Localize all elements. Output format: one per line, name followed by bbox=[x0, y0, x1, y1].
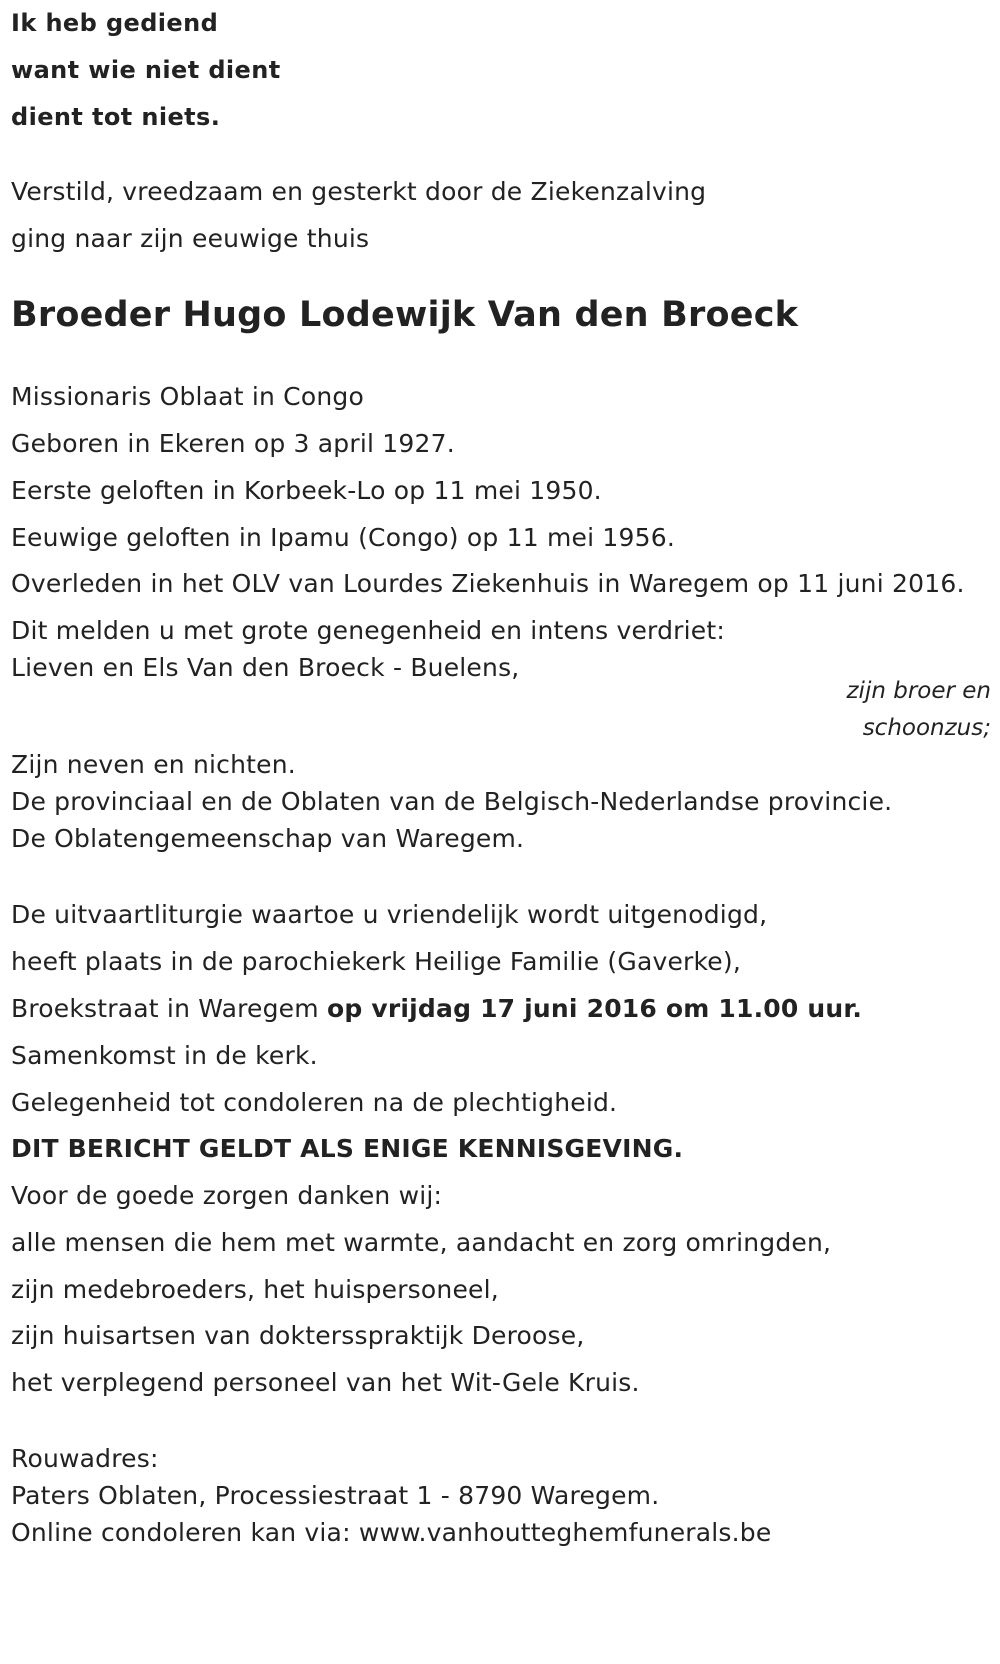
announcement-intro: Dit melden u met grote genegenheid en intens verdriet: bbox=[11, 616, 725, 645]
intro-line-1: Verstild, vreedzaam en gesterkt door de Ziekenzalving bbox=[11, 177, 707, 206]
address-line: Paters Oblaten, Processiestraat 1 - 8790 Waregem. bbox=[11, 1481, 660, 1510]
ceremony-line-2: heeft plaats in de parochiekerk Heilige Familie (Gaverke), bbox=[11, 947, 741, 976]
ceremony-line-3 bbox=[11, 994, 862, 1024]
verse-line-2: want wie niet dient bbox=[11, 56, 281, 84]
verse-line-1: Ik heb gediend bbox=[11, 9, 219, 37]
ceremony-line-5: Gelegenheid tot condoleren na de plechtigheid. bbox=[11, 1088, 618, 1117]
family-line-3: De provinciaal en de Oblaten van de Belgisch-Nederlandse provincie. bbox=[11, 787, 893, 816]
bio-line-1: Missionaris Oblaat in Congo bbox=[11, 382, 364, 411]
online-condolence-line: Online condoleren kan via: www.vanhoutteghemfunerals.be bbox=[11, 1518, 772, 1547]
thanks-line-4: het verplegend personeel van het Wit-Gele Kruis. bbox=[11, 1368, 640, 1397]
thanks-line-3: zijn huisartsen van doktersspraktijk Deroose, bbox=[11, 1321, 585, 1350]
bio-line-5: Overleden in het OLV van Lourdes Ziekenhuis in Waregem op 11 juni 2016. bbox=[11, 569, 965, 598]
family-line-2: Zijn neven en nichten. bbox=[11, 750, 296, 779]
ceremony-line-4: Samenkomst in de kerk. bbox=[11, 1041, 318, 1070]
thanks-intro: Voor de goede zorgen danken wij: bbox=[11, 1181, 443, 1210]
family-line-4: De Oblatengemeenschap van Waregem. bbox=[11, 824, 525, 853]
address-label: Rouwadres: bbox=[11, 1444, 159, 1473]
obituary-page bbox=[11, 0, 991, 1664]
bio-line-2: Geboren in Ekeren op 3 april 1927. bbox=[11, 429, 455, 458]
verse-line-3: dient tot niets. bbox=[11, 103, 221, 131]
family-line-1: Lieven en Els Van den Broeck - Buelens, bbox=[11, 653, 520, 682]
notice-line: DIT BERICHT GELDT ALS ENIGE KENNISGEVING. bbox=[11, 1134, 684, 1163]
thanks-line-1: alle mensen die hem met warmte, aandacht en zorg omringden, bbox=[11, 1228, 832, 1257]
family-relation-line-1: zijn broer en bbox=[846, 678, 991, 704]
ceremony-datetime: op vrijdag 17 juni 2016 om 11.00 uur. bbox=[326, 994, 863, 1023]
thanks-line-2: zijn medebroeders, het huispersoneel, bbox=[11, 1275, 499, 1304]
bio-line-4: Eeuwige geloften in Ipamu (Congo) op 11 mei 1956. bbox=[11, 523, 675, 552]
intro-line-2: ging naar zijn eeuwige thuis bbox=[11, 224, 370, 253]
ceremony-line-1: De uitvaartliturgie waartoe u vriendelijk wordt uitgenodigd, bbox=[11, 900, 768, 929]
bio-line-3: Eerste geloften in Korbeek-Lo op 11 mei 1950. bbox=[11, 476, 602, 505]
family-relation-line-2: schoonzus; bbox=[862, 715, 991, 741]
ceremony-location: Broekstraat in Waregem bbox=[11, 994, 327, 1023]
deceased-name: Broeder Hugo Lodewijk Van den Broeck bbox=[11, 295, 799, 335]
